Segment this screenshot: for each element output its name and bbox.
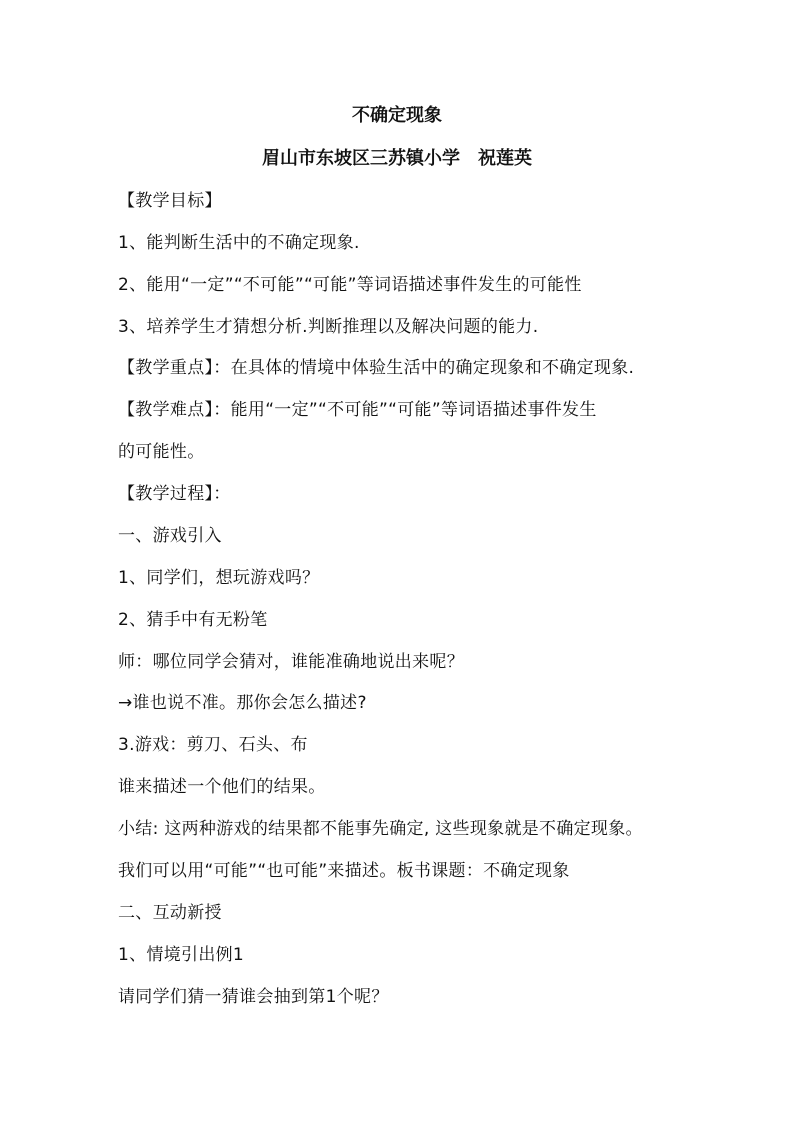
paragraph-line: 请同学们猜一猜谁会抽到第1个呢？ (118, 987, 389, 1007)
paragraph-line: 我们可以用“可能”“也可能”来描述。板书课题：不确定现象 (118, 861, 570, 881)
paragraph-line: 小结: 这两种游戏的结果都不能事先确定, 这些现象就是不确定现象。 (118, 819, 643, 839)
paragraph-line: →谁也说不准。那你会怎么描述? (118, 693, 367, 713)
paragraph-line: 一、游戏引入 (118, 526, 222, 546)
paragraph-line: 1、能判断生活中的不确定现象. (118, 233, 360, 253)
paragraph-line: 【教学重点】：在具体的情境中体验生活中的确定现象和不确定现象. (118, 358, 635, 378)
paragraph-line: 的可能性。 (118, 442, 205, 462)
paragraph-line: 1、同学们，想玩游戏吗？ (118, 568, 320, 588)
paragraph-line: 2、猜手中有无粉笔 (118, 610, 268, 630)
document-title: 不确定现象 (352, 105, 442, 126)
paragraph-line: 2、能用“一定”“不可能”“可能”等词语描述事件发生的可能性 (118, 275, 582, 295)
paragraph-line: 3.游戏：剪刀、石头、布 (118, 735, 308, 755)
paragraph-line: 【教学过程】： (118, 484, 231, 504)
paragraph-line: 谁来描述一个他们的结果。 (118, 777, 326, 797)
paragraph-line: 【教学难点】：能用“一定”“不可能”“可能”等词语描述事件发生 (118, 400, 597, 420)
paragraph-line: 3、培养学生才猜想分析.判断推理以及解决问题的能力. (118, 317, 539, 337)
paragraph-line: 【教学目标】 (118, 191, 222, 211)
paragraph-line: 1、情境引出例1 (118, 945, 245, 965)
author-line: 眉山市东坡区三苏镇小学 祝莲英 (262, 148, 532, 169)
paragraph-line: 师：哪位同学会猜对，谁能准确地说出来呢？ (118, 652, 464, 672)
paragraph-line: 二、互动新授 (118, 903, 222, 923)
